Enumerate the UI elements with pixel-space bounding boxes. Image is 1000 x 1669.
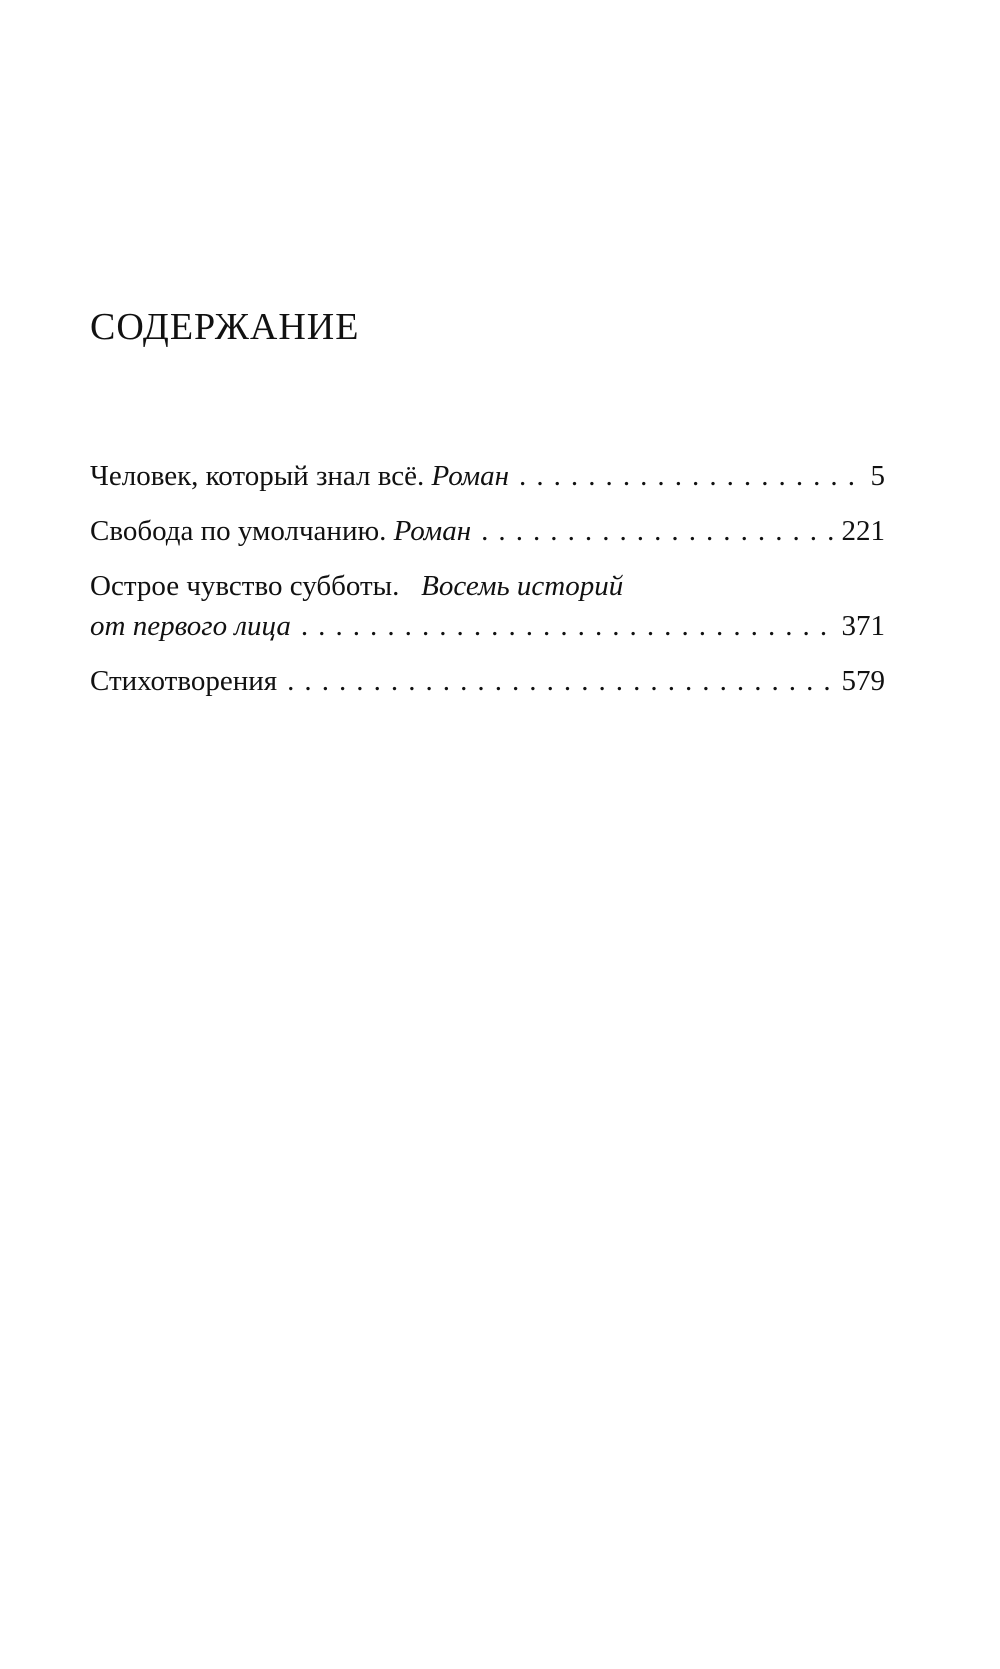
- toc-entry-page: 371: [841, 610, 885, 642]
- toc-entry-subtitle: Роман: [393, 515, 472, 547]
- toc-entry-page: 5: [870, 460, 885, 492]
- dot-leader: [519, 462, 864, 491]
- toc-entry-first-line: [90, 572, 623, 601]
- toc-entry-subtitle: Восемь историй: [421, 570, 624, 602]
- toc-entry: [90, 667, 885, 696]
- dot-leader: [481, 517, 835, 546]
- toc-entry-title: Человек, который знал всё.: [90, 460, 425, 492]
- toc-entry: [90, 517, 885, 546]
- toc-entry-title: Стихотворения: [90, 665, 278, 697]
- dot-leader: [301, 612, 836, 641]
- page-title: СОДЕРЖАНИЕ: [90, 306, 360, 348]
- dot-leader: [287, 667, 835, 696]
- toc-entry-page: 579: [841, 665, 885, 697]
- toc-entry: [90, 462, 885, 491]
- toc-entry-title: Свобода по умолчанию.: [90, 515, 387, 547]
- toc-entry-title: Острое чувство субботы.: [90, 570, 400, 602]
- toc-entry-subtitle: Роман: [431, 460, 510, 492]
- toc-entry: [90, 612, 885, 641]
- toc-entry-subtitle-continued: от первого лица: [90, 610, 291, 642]
- toc-entry-page: 221: [841, 515, 885, 547]
